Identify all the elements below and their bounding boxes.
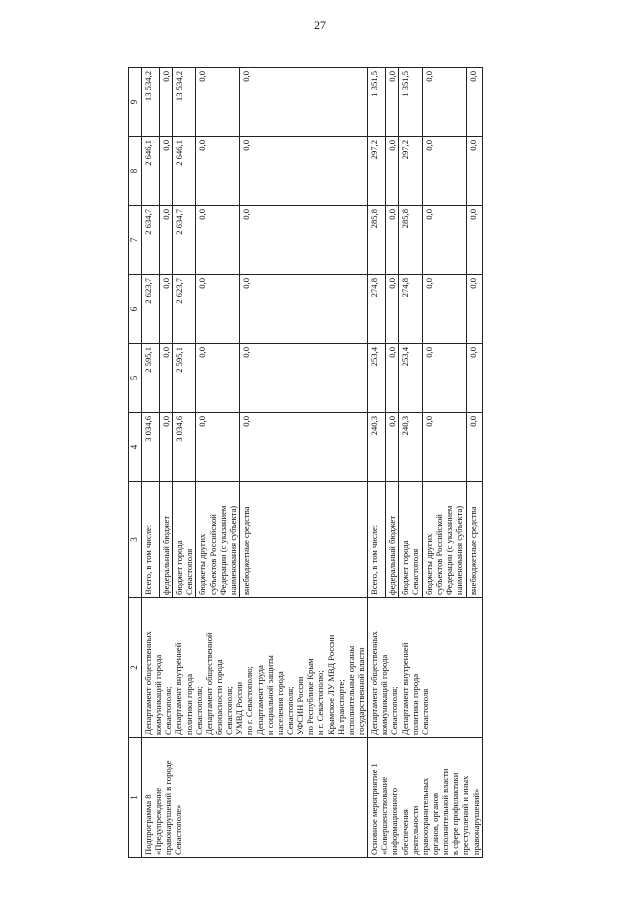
executor-text: политики города <box>409 673 420 735</box>
executor-text: политики города <box>183 673 194 735</box>
value-cell: 0,0 <box>240 344 368 413</box>
value-cell: 297,2 <box>368 137 386 206</box>
value-cell: 0,0 <box>466 413 482 482</box>
program-text: информационного <box>389 787 400 855</box>
value-cell: 2 623,7 <box>173 275 196 344</box>
value-cell: 2 634,7 <box>173 206 196 275</box>
executor-text: Департамент общественных <box>143 631 153 735</box>
funding-source-text: внебюджетные средства <box>241 506 252 595</box>
executor-text: Севастополя; <box>389 686 400 735</box>
value-cell: 2 595,1 <box>173 344 196 413</box>
executors-cell <box>142 598 368 738</box>
value-cell: 0,0 <box>466 137 482 206</box>
funding-source-cell <box>422 482 466 598</box>
funding-source-text: Всего, в том числе: <box>143 524 153 595</box>
value-cell: 0,0 <box>196 413 240 482</box>
funding-source-text: бюджет города <box>174 540 185 595</box>
value-cell: 0,0 <box>386 275 399 344</box>
value-cell: 0,0 <box>160 275 173 344</box>
value-cell: 0,0 <box>422 275 466 344</box>
program-text: Основное мероприятие 1 <box>369 763 380 855</box>
executor-text: На транспорте; <box>335 679 346 735</box>
funding-source-text: Федерации (с указанием <box>443 505 454 595</box>
value-cell: 253,4 <box>399 344 422 413</box>
value-cell: 3 034,6 <box>142 413 160 482</box>
header-cell: 8 <box>129 137 142 206</box>
table-row <box>142 68 160 858</box>
executor-text: коммуникаций города <box>379 654 390 735</box>
executor-text: Севастополя; <box>224 686 235 735</box>
value-cell: 0,0 <box>422 137 466 206</box>
executor-text: Крымское ЛУ МВД России <box>325 634 336 735</box>
header-cell: 9 <box>129 68 142 137</box>
program-text: правоохранительных <box>419 777 430 855</box>
executor-text: Департамент внутренней <box>399 642 410 735</box>
funding-source-cell <box>466 482 482 598</box>
value-cell: 240,3 <box>399 413 422 482</box>
value-cell: 0,0 <box>196 137 240 206</box>
executor-text: по Республике Крым <box>305 658 316 735</box>
executor-text: исполнительные органы <box>345 645 356 735</box>
funding-source-text: федеральный бюджет <box>387 515 398 595</box>
funding-source-text: бюджет города <box>400 540 411 595</box>
executor-text: и г. Севастополю; <box>315 670 326 735</box>
value-cell: 1 351,5 <box>368 68 386 137</box>
value-cell: 0,0 <box>466 68 482 137</box>
program-text: правонарушений в городе <box>163 760 174 855</box>
funding-source-text: субъектов Российской <box>207 514 218 595</box>
table-row <box>368 68 386 858</box>
funding-source-text: Федерации (с указанием <box>217 505 228 595</box>
program-cell <box>142 738 368 858</box>
value-cell: 0,0 <box>196 275 240 344</box>
value-cell: 0,0 <box>240 68 368 137</box>
funding-source-cell <box>173 482 196 598</box>
executor-text: населения города <box>274 671 285 735</box>
funding-source-text: наименования субъекта) <box>227 505 238 595</box>
value-cell: 0,0 <box>160 68 173 137</box>
executor-text: безопасности города <box>213 659 224 735</box>
value-cell: 297,2 <box>399 137 422 206</box>
funding-source-text: федеральный бюджет <box>161 515 171 595</box>
executors-cell <box>368 598 483 738</box>
value-cell: 285,8 <box>368 206 386 275</box>
program-cell <box>368 738 483 858</box>
funding-source-text: Всего, в том числе: <box>369 524 380 595</box>
value-cell: 0,0 <box>386 206 399 275</box>
value-cell: 0,0 <box>386 68 399 137</box>
executor-text: и социальной защиты <box>264 655 275 735</box>
program-text: обеспечения <box>399 809 410 855</box>
value-cell: 240,3 <box>368 413 386 482</box>
executor-text: Севастополя; <box>193 686 204 735</box>
program-text: преступлений и иных <box>460 775 471 855</box>
program-text: в сфере профилактики <box>450 772 461 855</box>
funding-source-text: Севастополя <box>184 548 195 595</box>
executor-text: Департамент общественных <box>369 631 380 735</box>
value-cell: 13 534,2 <box>142 68 160 137</box>
executor-text: Севастополя; <box>163 686 174 735</box>
value-cell: 0,0 <box>240 275 368 344</box>
header-cell: 5 <box>129 344 142 413</box>
funding-source-text: наименования субъекта) <box>453 505 464 595</box>
funding-table <box>128 67 483 858</box>
header-cell: 1 <box>129 738 142 858</box>
value-cell: 0,0 <box>422 68 466 137</box>
value-cell: 3 034,6 <box>173 413 196 482</box>
value-cell: 2 634,7 <box>142 206 160 275</box>
value-cell: 0,0 <box>422 344 466 413</box>
value-cell: 1 351,5 <box>399 68 422 137</box>
funding-source-cell <box>368 482 386 598</box>
executor-text: Севастополя; <box>284 686 295 735</box>
value-cell: 2 595,1 <box>142 344 160 413</box>
executor-text: Департамент внутренней <box>173 642 184 735</box>
value-cell: 285,8 <box>399 206 422 275</box>
table-body <box>142 68 483 858</box>
program-text: органов, органов <box>429 792 440 855</box>
value-cell: 0,0 <box>160 413 173 482</box>
program-text: Севастополе» <box>173 804 184 855</box>
funding-source-text: внебюджетные средства <box>467 506 478 595</box>
header-cell: 4 <box>129 413 142 482</box>
program-text: Подпрограмма 8 <box>143 794 153 855</box>
header-cell: 6 <box>129 275 142 344</box>
value-cell: 274,8 <box>368 275 386 344</box>
value-cell: 0,0 <box>196 68 240 137</box>
value-cell: 0,0 <box>386 137 399 206</box>
executor-text: по г. Севастополю; <box>244 666 255 735</box>
program-text: исполнительной власти <box>440 768 451 855</box>
executor-text: УМВД России <box>234 681 245 735</box>
value-cell: 0,0 <box>422 206 466 275</box>
value-cell: 0,0 <box>240 413 368 482</box>
funding-source-text: бюджеты других <box>197 533 208 595</box>
funding-source-cell <box>196 482 240 598</box>
executor-text: коммуникаций города <box>153 654 164 735</box>
executor-text: Департамент труда <box>254 665 265 735</box>
executor-text: Департамент общественной <box>203 632 214 735</box>
header-cell: 2 <box>129 598 142 738</box>
funding-source-text: субъектов Российской <box>433 514 444 595</box>
value-cell: 0,0 <box>160 137 173 206</box>
rotated-table <box>128 68 562 858</box>
program-text: правонарушений» <box>470 788 481 855</box>
value-cell: 0,0 <box>160 206 173 275</box>
header-row <box>129 68 142 858</box>
funding-source-text: Севастополя <box>410 548 421 595</box>
value-cell: 0,0 <box>386 413 399 482</box>
funding-source-text: бюджеты других <box>423 533 434 595</box>
funding-source-cell <box>142 482 160 598</box>
value-cell: 2 646,1 <box>173 137 196 206</box>
value-cell: 2 646,1 <box>142 137 160 206</box>
value-cell: 0,0 <box>196 344 240 413</box>
value-cell: 274,8 <box>399 275 422 344</box>
value-cell: 0,0 <box>196 206 240 275</box>
value-cell: 13 534,2 <box>173 68 196 137</box>
program-text: «Совершенствование <box>379 776 390 855</box>
program-text: «Предупреждение <box>153 787 164 855</box>
value-cell: 253,4 <box>368 344 386 413</box>
value-cell: 0,0 <box>422 413 466 482</box>
value-cell: 0,0 <box>466 206 482 275</box>
funding-source-cell <box>240 482 368 598</box>
value-cell: 0,0 <box>240 137 368 206</box>
funding-source-cell <box>386 482 399 598</box>
value-cell: 2 623,7 <box>142 275 160 344</box>
value-cell: 0,0 <box>240 206 368 275</box>
header-cell: 7 <box>129 206 142 275</box>
page-number: 27 <box>314 18 326 32</box>
executor-text: Севастополя <box>419 688 430 735</box>
executor-text: государственной власти <box>355 647 366 735</box>
funding-source-cell <box>399 482 422 598</box>
value-cell: 0,0 <box>466 344 482 413</box>
header-cell: 3 <box>129 482 142 598</box>
value-cell: 0,0 <box>160 344 173 413</box>
funding-source-cell <box>160 482 173 598</box>
value-cell: 0,0 <box>386 344 399 413</box>
program-text: деятельности <box>409 805 420 855</box>
rotated-table-wrapper <box>128 68 562 858</box>
value-cell: 0,0 <box>466 275 482 344</box>
executor-text: УФСИН России <box>295 676 306 735</box>
